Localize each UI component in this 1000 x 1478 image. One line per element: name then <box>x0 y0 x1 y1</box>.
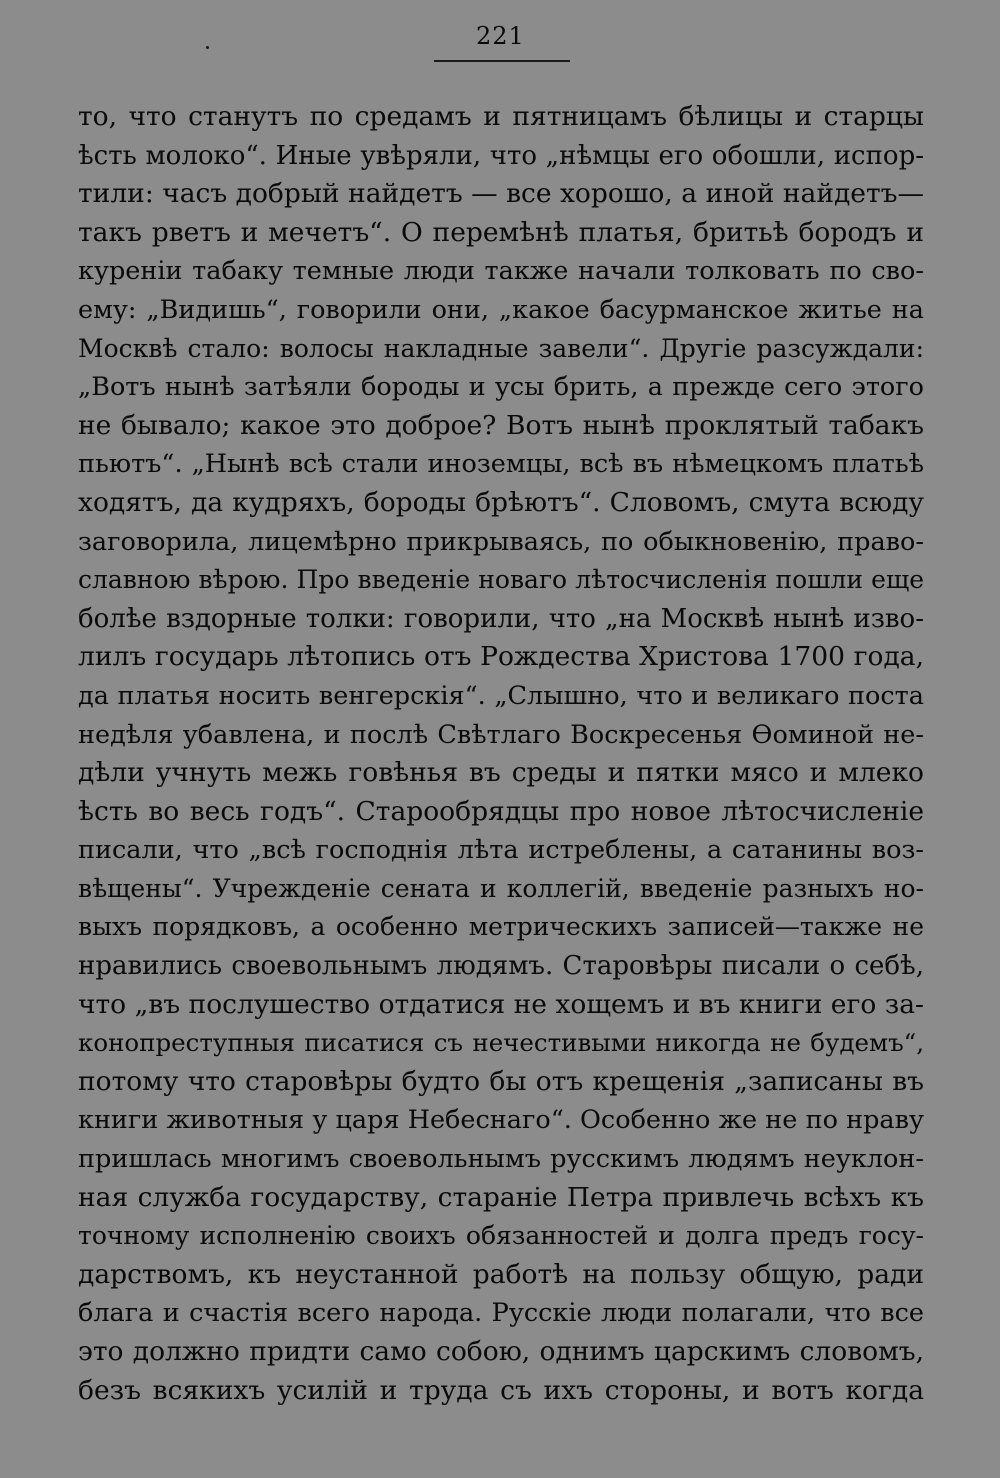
text-line: выхъ порядковъ, а особенно метрическихъ записей—также не <box>78 912 924 942</box>
text-line: дарствомъ, къ неустанной работѣ на пользу общую, ради <box>78 1258 924 1290</box>
text-line: лилъ государь лѣтопись отъ Рождества Христова 1700 года, <box>78 641 924 673</box>
text-line: недѣля убавлена, и послѣ Свѣтлаго Воскресенья Ѳоминой не- <box>78 719 924 750</box>
text-line: то, что станутъ по средамъ и пятницамъ бѣлицы и старцы <box>78 101 924 132</box>
text-line: такъ рветъ и мечетъ“. О перемѣнѣ платья, бритьѣ бородъ и <box>78 216 924 248</box>
text-line: да платья носить венгерскія“. „Слышно, что и великаго поста <box>78 680 924 711</box>
text-line: заговорила, лицемѣрно прикрываясь, по обыкновенію, право- <box>78 526 924 557</box>
text-line: вѣщены“. Учрежденіе сената и коллегій, введеніе разныхъ но- <box>78 873 924 903</box>
text-line: блага и счастія всего народа. Русскіе люди полагали, что все <box>78 1298 924 1329</box>
text-line: болѣе вздорные толки: говорили, что „на Москвѣ нынѣ изво- <box>78 603 924 634</box>
text-line: что „въ послушество отдатися не хощемъ и въ книги его за- <box>78 988 924 1020</box>
text-line: книги животныя у царя Небеснаго“. Особенно же не по нраву <box>78 1105 924 1136</box>
text-line: пьютъ“. „Нынѣ всѣ стали иноземцы, всѣ въ нѣмецкомъ платьѣ <box>78 449 924 480</box>
text-line: писали, что „всѣ господнія лѣта истреблены, а сатанины воз- <box>78 835 924 866</box>
text-line: ходятъ, да кудряхъ, бороды брѣютъ“. Словомъ, смута всюду <box>78 486 924 518</box>
text-line: безъ всякихъ усилій и труда съ ихъ стороны, и вотъ когда <box>78 1374 924 1406</box>
header-rule <box>434 60 570 62</box>
text-line: тили: часъ добрый найдетъ — все хорошо, а иной найдетъ— <box>78 178 924 210</box>
text-line: ѣсть во весь годъ“. Старообрядцы про новое лѣтосчисленіе <box>78 795 924 827</box>
text-line: „Вотъ нынѣ затѣяли бороды и усы брить, а прежде сего этого <box>78 372 924 403</box>
text-line: дѣли учнуть межь говѣнья въ среды и пятки мясо и млеко <box>78 757 924 789</box>
text-line: это должно придти само собою, однимъ царскимъ словомъ, <box>78 1336 924 1367</box>
text-line: Москвѣ стало: волосы накладные завели“. Другіе разсуждали: <box>78 333 924 363</box>
page-number: 221 <box>476 22 525 50</box>
text-line: нравились своевольнымъ людямъ. Старовѣры писали о себѣ, <box>78 951 924 982</box>
text-line: потому что старовѣры будто бы отъ крещенія „записаны въ <box>78 1065 924 1097</box>
text-line: ему: „Видишь“, говорили они, „какое басурманское житье на <box>78 294 924 325</box>
text-line: куреніи табаку темные люди также начали толковать по сво- <box>78 256 924 287</box>
scan-speck <box>206 46 209 49</box>
body-text <box>78 98 924 1410</box>
text-line: пришлась многимъ своевольнымъ русскимъ людямъ неуклон- <box>78 1144 924 1175</box>
text-line: ѣсть молоко“. Иные увѣряли, что „нѣмцы его обошли, испор- <box>78 140 924 171</box>
text-line: не бывало; какое это доброе? Вотъ нынѣ проклятый табакъ <box>78 409 924 441</box>
text-line: ная служба государству, стараніе Петра привлечь всѣхъ къ <box>78 1181 924 1213</box>
text-line: точному исполненію своихъ обязанностей и долга предъ госу- <box>78 1221 924 1251</box>
text-line: славною вѣрою. Про введеніе новаго лѣтосчисленія пошли еще <box>78 565 924 595</box>
text-line: конопреступныя писатися съ нечестивыми никогда не будемъ“, <box>78 1028 924 1058</box>
